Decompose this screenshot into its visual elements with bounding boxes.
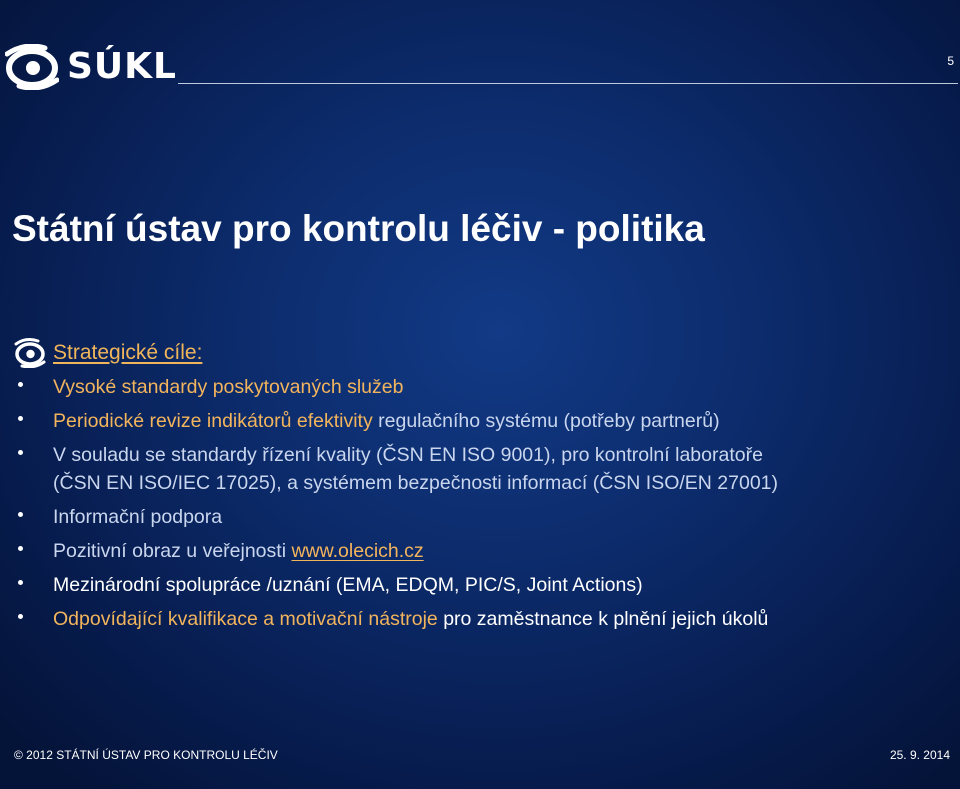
logo-text: SÚKL	[67, 46, 177, 87]
bullet-text: regulačního systému (potřeby partnerů)	[378, 410, 720, 432]
list-item	[14, 571, 954, 599]
header-divider	[178, 83, 958, 84]
bullet-text: Periodické revize indikátorů efektivity	[53, 410, 373, 432]
section-heading-row	[14, 333, 954, 373]
sukl-swirl-icon	[5, 44, 59, 90]
bullet-list	[14, 373, 954, 633]
sukl-swirl-icon	[14, 338, 46, 368]
list-item	[14, 373, 954, 401]
page-number: 5	[947, 54, 954, 68]
list-item	[14, 605, 954, 633]
bullet-text: Odpovídající kvalifikace a motivační nástroje	[53, 608, 438, 630]
bullet-text: V souladu se standardy řízení kvality (ČSN EN ISO 9001), pro kontrolní laboratoře	[53, 444, 763, 466]
list-item	[14, 537, 954, 565]
bullet-text: Mezinárodní spolupráce /uznání (EMA, EDQM, PIC/S, Joint Actions)	[53, 574, 643, 596]
bullet-text: Vysoké standardy poskytovaných služeb	[53, 376, 404, 398]
bullet-text: Informační podpora	[53, 506, 223, 528]
page-title: Státní ústav pro kontrolu léčiv - politika	[12, 208, 705, 249]
content-section	[14, 333, 954, 639]
bullet-text: (ČSN EN ISO/IEC 17025), a systémem bezpečnosti informací (ČSN ISO/EN 27001)	[53, 472, 779, 494]
footer-copyright: © 2012 STÁTNÍ ÚSTAV PRO KONTROLU LÉČIV	[14, 748, 278, 762]
bullet-text: Pozitivní obraz u veřejnosti	[53, 540, 287, 562]
section-heading: Strategické cíle:	[53, 341, 203, 364]
list-item	[14, 441, 954, 497]
footer-date: 25. 9. 2014	[889, 748, 950, 762]
website-link[interactable]: www.olecich.cz	[291, 540, 424, 562]
bullet-text: pro zaměstnance k plnění jejich úkolů	[443, 608, 769, 630]
list-item	[14, 503, 954, 531]
list-item	[14, 407, 954, 435]
sukl-logo	[5, 44, 177, 90]
